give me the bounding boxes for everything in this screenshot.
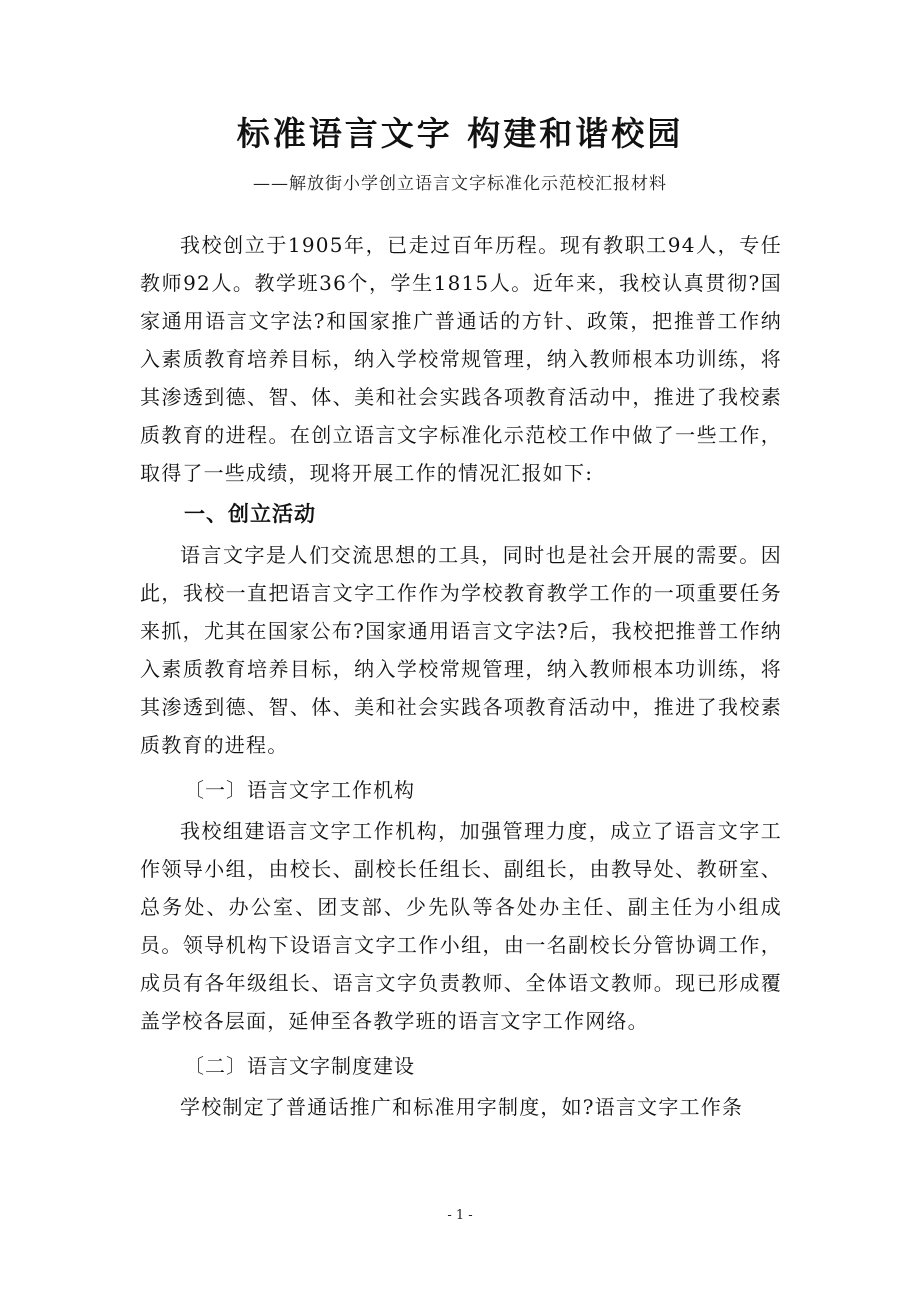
subsection-2-paragraph: 学校制定了普通话推广和标准用字制度，如?语言文字工作条 — [180, 1095, 744, 1119]
document-subtitle: ——解放街小学创立语言文字标准化示范校汇报材料 — [253, 174, 667, 194]
subsection-1-paragraph: 我校组建语言文字工作机构，加强管理力度，成立了语言文字工作领导小组，由校长、副校长任组长、副组长，由教导处、教研室、总务处、办公室、团支部、少先队等各处办主任、副主任为小组成员。领导机构下设语言文字工作小组，由一名副校长分管协调工作，成员有各年级组长、语言文字负责教师、全体语文教师。现已形成覆盖学校各层面，延伸至各教学班的语言文字工作网络。 — [140, 819, 782, 1033]
page-number: - 1 - — [447, 1208, 473, 1223]
intro-paragraph: 我校创立于1905年，已走过百年历程。现有教职工94人，专任教师92人。教学班36个，学生1815人。近年来，我校认真贯彻?国家通用语言文字法?和国家推广普通话的方针、政策，把推普工作纳入素质教育培养目标，纳入学校常规管理，纳入教师根本功训练，将其渗透到德、智、体、美和社会实践各项教育活动中，推进了我校素质教育的进程。在创立语言文字标准化示范校工作中做了一些工作，取得了一些成绩，现将开展工作的情况汇报如下: — [140, 233, 782, 485]
document-body — [140, 226, 782, 1126]
subsection-heading-1: 〔一〕语言文字工作机构 — [184, 778, 415, 802]
section-heading-1: 一、创立活动 — [184, 501, 316, 526]
section-1-paragraph: 语言文字是人们交流思想的工具，同时也是社会开展的需要。因此，我校一直把语言文字工作作为学校教育教学工作的一项重要任务来抓，尤其在国家公布?国家通用语言文字法?后，我校把推普工作纳入素质教育培养目标，纳入学校常规管理，纳入教师根本功训练，将其渗透到德、智、体、美和社会实践各项教育活动中，推进了我校素质教育的进程。 — [140, 543, 782, 757]
subsection-heading-2: 〔二〕语言文字制度建设 — [184, 1054, 415, 1078]
document-title: 标准语言文字 构建和谐校园 — [236, 114, 684, 153]
